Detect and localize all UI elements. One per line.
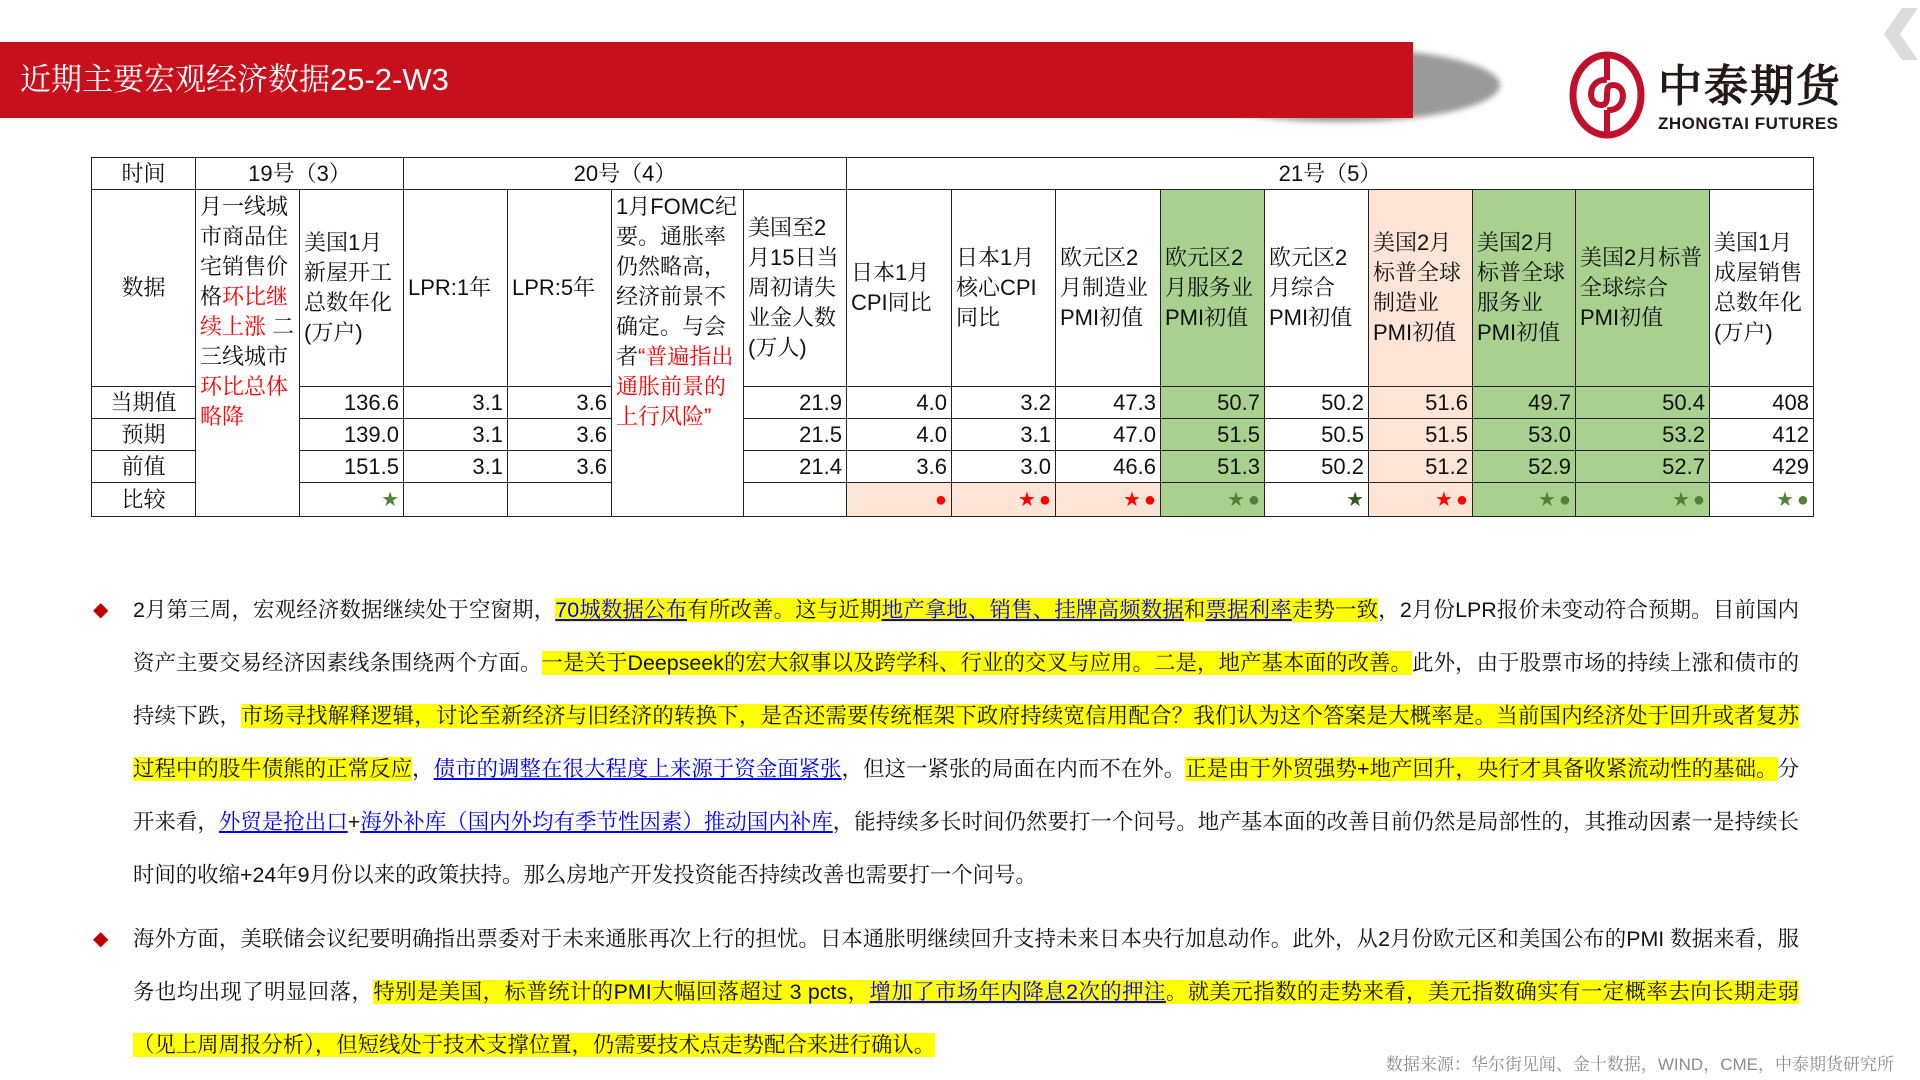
fomc-note-cell [612,190,744,517]
comparison-cell [744,483,847,517]
highlighted-text: 一是关于Deepseek的宏大叙事以及跨学科、行业的交叉与应用。二是，地产基本面的改善。 [541,651,1413,675]
star-icon: ★ [1226,489,1245,511]
paragraph-text: 此外，由于股票市场的持续上涨和债市的持续下跌， [133,651,1799,728]
highlighted-text: 走势一致 [1291,598,1379,622]
time-label-cell: 时间 [92,158,196,190]
column-header: 日本1月CPI同比 [847,190,952,387]
paragraph-2 [93,913,1799,1072]
highlighted-text: 特别是美国，标普统计的PMI大幅回落超过 3 pcts， [373,980,870,1004]
logo-text-en: ZHONGTAI FUTURES [1658,114,1839,133]
value-cell: 50.5 [1265,419,1369,451]
column-header: LPR:5年 [508,190,612,387]
row-label: 前值 [92,451,196,483]
back-chevron-icon[interactable] [1880,6,1920,62]
value-cell: 4.0 [847,419,952,451]
comparison-cell [508,483,612,517]
highlighted-text: 和 [1183,598,1206,622]
value-cell: 49.7 [1473,387,1576,419]
date-group-header: 21号（5） [847,158,1814,190]
highlighted-text: 正是由于外贸强势+地产回升，央行才具备收紧流动性的基础。 [1185,757,1778,781]
comparison-cell [1369,483,1473,517]
paragraph-text: ，2月份LPR报价未变动符合预期。目前国内资产主要交易经济因素线条围绕两个方面。 [133,598,1799,675]
fomc-note-cell-text: 1月FOMC纪要。通胀率仍然略高，经济前景不确定。与会者 [616,194,738,369]
value-cell: 53.2 [1576,419,1710,451]
comparison-cell [1265,483,1369,517]
china-housing-note-cell-text: 二三线城市 [200,314,295,369]
comparison-cell [1576,483,1710,517]
value-cell: 3.6 [508,419,612,451]
paragraph-text: 分开来看， [133,757,1799,834]
value-cell: 47.3 [1056,387,1161,419]
logo-text-cn: 中泰期货 [1658,62,1842,111]
value-cell: 51.3 [1161,451,1265,483]
value-cell: 51.5 [1161,419,1265,451]
fomc-note-cell-text: “普遍指出通胀前景的上行风险” [616,344,734,429]
table-group-row [92,158,1814,190]
value-cell: 3.6 [508,387,612,419]
column-header: 美国1月成屋销售总数年化(万户) [1710,190,1814,387]
value-cell: 408 [1710,387,1814,419]
value-cell: 3.1 [404,419,508,451]
value-cell: 3.1 [404,451,508,483]
date-group-header: 20号（4） [404,158,847,190]
value-cell: 52.9 [1473,451,1576,483]
column-header: 美国2月标普全球服务业PMI初值 [1473,190,1576,387]
column-header: 欧元区2月服务业PMI初值 [1161,190,1265,387]
highlighted-text: 市场寻找解释逻辑，讨论至新经济与旧经济的转换下，是否还需要传统框架下政府持续宽信用配合？我们认为这个答案是大概率是。当前国内经济处于回升或者复苏过程中的股牛债熊的正常反应 [133,704,1799,781]
star-icon: ★ [1017,489,1036,511]
data-source-note: 数据来源：华尔街见闻、金十数据，WIND，CME，中泰期货研究所 [1385,1055,1894,1074]
value-cell: 50.2 [1265,451,1369,483]
value-cell: 3.0 [952,451,1056,483]
comparison-cell [1161,483,1265,517]
highlighted-text: 。就美元指数的走势来看，美元指数确实有一定概率去向长期走弱（见上周周报分析），但短线处于技术支撑位置，仍需要技术点走势配合来进行确认。 [133,980,1799,1057]
value-cell: 21.9 [744,387,847,419]
text-link[interactable]: 海外补库（国内外均有季节性因素）推动国内补库 [360,810,833,834]
column-header: 欧元区2月综合PMI初值 [1265,190,1369,387]
macro-data-table [91,157,1814,517]
table-row [92,419,1814,451]
value-cell: 429 [1710,451,1814,483]
value-cell: 3.6 [847,451,952,483]
comparison-cell [1710,483,1814,517]
diamond-bullet-icon: ◆ [93,599,109,621]
table-row [92,451,1814,483]
column-header: 美国2月标普全球综合PMI初值 [1576,190,1710,387]
value-cell: 50.4 [1576,387,1710,419]
column-header: 美国2月标普全球制造业PMI初值 [1369,190,1473,387]
value-cell: 52.7 [1576,451,1710,483]
paragraph-text: + [347,810,361,834]
value-cell: 47.0 [1056,419,1161,451]
circle-icon: ● [1247,489,1260,511]
column-header: 日本1月核心CPI同比 [952,190,1056,387]
company-logo [1568,50,1868,142]
star-icon: ★ [1122,489,1141,511]
value-cell: 412 [1710,419,1814,451]
column-header: 美国1月新屋开工总数年化(万户) [300,190,404,387]
comparison-cell [1056,483,1161,517]
column-header: 欧元区2月制造业PMI初值 [1056,190,1161,387]
text-link[interactable]: 外贸是抢出口 [218,810,348,834]
title-bar [0,42,1413,118]
value-cell: 53.0 [1473,419,1576,451]
paragraph-text: ，能持续多长时间仍然要打一个问号。地产基本面的改善目前仍然是局部性的，其推动因素一是持续长时间的收缩+24年9月份以来的政策扶持。那么房地产开发投资能否持续改善也需要打一个问号。 [133,810,1799,887]
comparison-cell [300,483,404,517]
value-cell: 3.1 [952,419,1056,451]
star-icon: ★ [1346,489,1364,511]
row-label: 当期值 [92,387,196,419]
star-icon: ★ [1775,489,1794,511]
table-header-row [92,190,1814,387]
value-cell: 50.2 [1265,387,1369,419]
circle-icon: ● [1038,489,1051,511]
text-link[interactable]: 增加了市场年内降息2次的押注 [869,980,1166,1004]
paragraph-text: ，但这一紧张的局面在内而不在外。 [841,757,1186,781]
star-icon: ★ [1537,489,1556,511]
star-icon: ★ [1434,489,1453,511]
column-header: LPR:1年 [404,190,508,387]
row-label: 预期 [92,419,196,451]
value-cell: 21.5 [744,419,847,451]
logo-emblem-icon [1568,50,1646,140]
circle-icon: ● [1692,489,1705,511]
value-cell: 51.6 [1369,387,1473,419]
value-cell: 136.6 [300,387,404,419]
paragraph-text: 海外方面，美联储会议纪要明确指出票委对于未来通胀再次上行的担忧。日本通胀明继续回升支持未来日本央行加息动作。此外，从2月份欧元区和美国公布的PMI 数据来看，服务也均出现了明显回落， [133,927,1799,1004]
paragraph-1 [93,584,1799,902]
value-cell: 3.1 [404,387,508,419]
comparison-cell [1473,483,1576,517]
comparison-cell [847,483,952,517]
highlighted-text: 有所改善。这与近期 [687,598,882,622]
value-cell: 51.2 [1369,451,1473,483]
comparison-cell [404,483,508,517]
date-group-header: 19号（3） [196,158,404,190]
value-cell: 50.7 [1161,387,1265,419]
value-cell: 21.4 [744,451,847,483]
circle-icon: ● [1558,489,1571,511]
value-cell: 46.6 [1056,451,1161,483]
text-link[interactable]: 债市的调整在很大程度上来源于资金面紧张 [433,757,842,781]
value-cell: 4.0 [847,387,952,419]
page-title: 近期主要宏观经济数据25-2-W3 [20,62,449,97]
comparison-row [92,483,1814,517]
table-row [92,387,1814,419]
value-cell: 151.5 [300,451,404,483]
china-housing-note-cell [196,190,300,517]
star-icon: ★ [1671,489,1690,511]
text-link[interactable]: 票据利率 [1205,598,1292,622]
value-cell: 3.2 [952,387,1056,419]
value-cell: 51.5 [1369,419,1473,451]
star-icon: ★ [381,489,399,511]
circle-icon: ● [934,489,947,511]
value-cell: 139.0 [300,419,404,451]
column-header: 美国至2月15日当周初请失业金人数(万人) [744,190,847,387]
diamond-bullet-icon: ◆ [93,928,109,950]
circle-icon: ● [1796,489,1809,511]
text-link[interactable]: 地产拿地、销售、挂牌高频数据 [881,598,1184,622]
circle-icon: ● [1143,489,1156,511]
value-cell: 3.6 [508,451,612,483]
china-housing-note-cell-text: 月一线城市商品住宅销售价格 [200,194,289,309]
comparison-cell [952,483,1056,517]
china-housing-note-cell-text: 环比继续上涨 [200,284,289,339]
paragraph-text: 2月第三周，宏观经济数据继续处于空窗期， [133,598,556,622]
text-link[interactable]: 70城数据公布 [555,598,688,622]
china-housing-note-cell-text: 环比总体略降 [200,374,289,429]
data-label-cell: 数据 [92,190,196,387]
circle-icon: ● [1455,489,1468,511]
paragraph-text: ， [412,757,434,781]
row-label: 比较 [92,483,196,517]
